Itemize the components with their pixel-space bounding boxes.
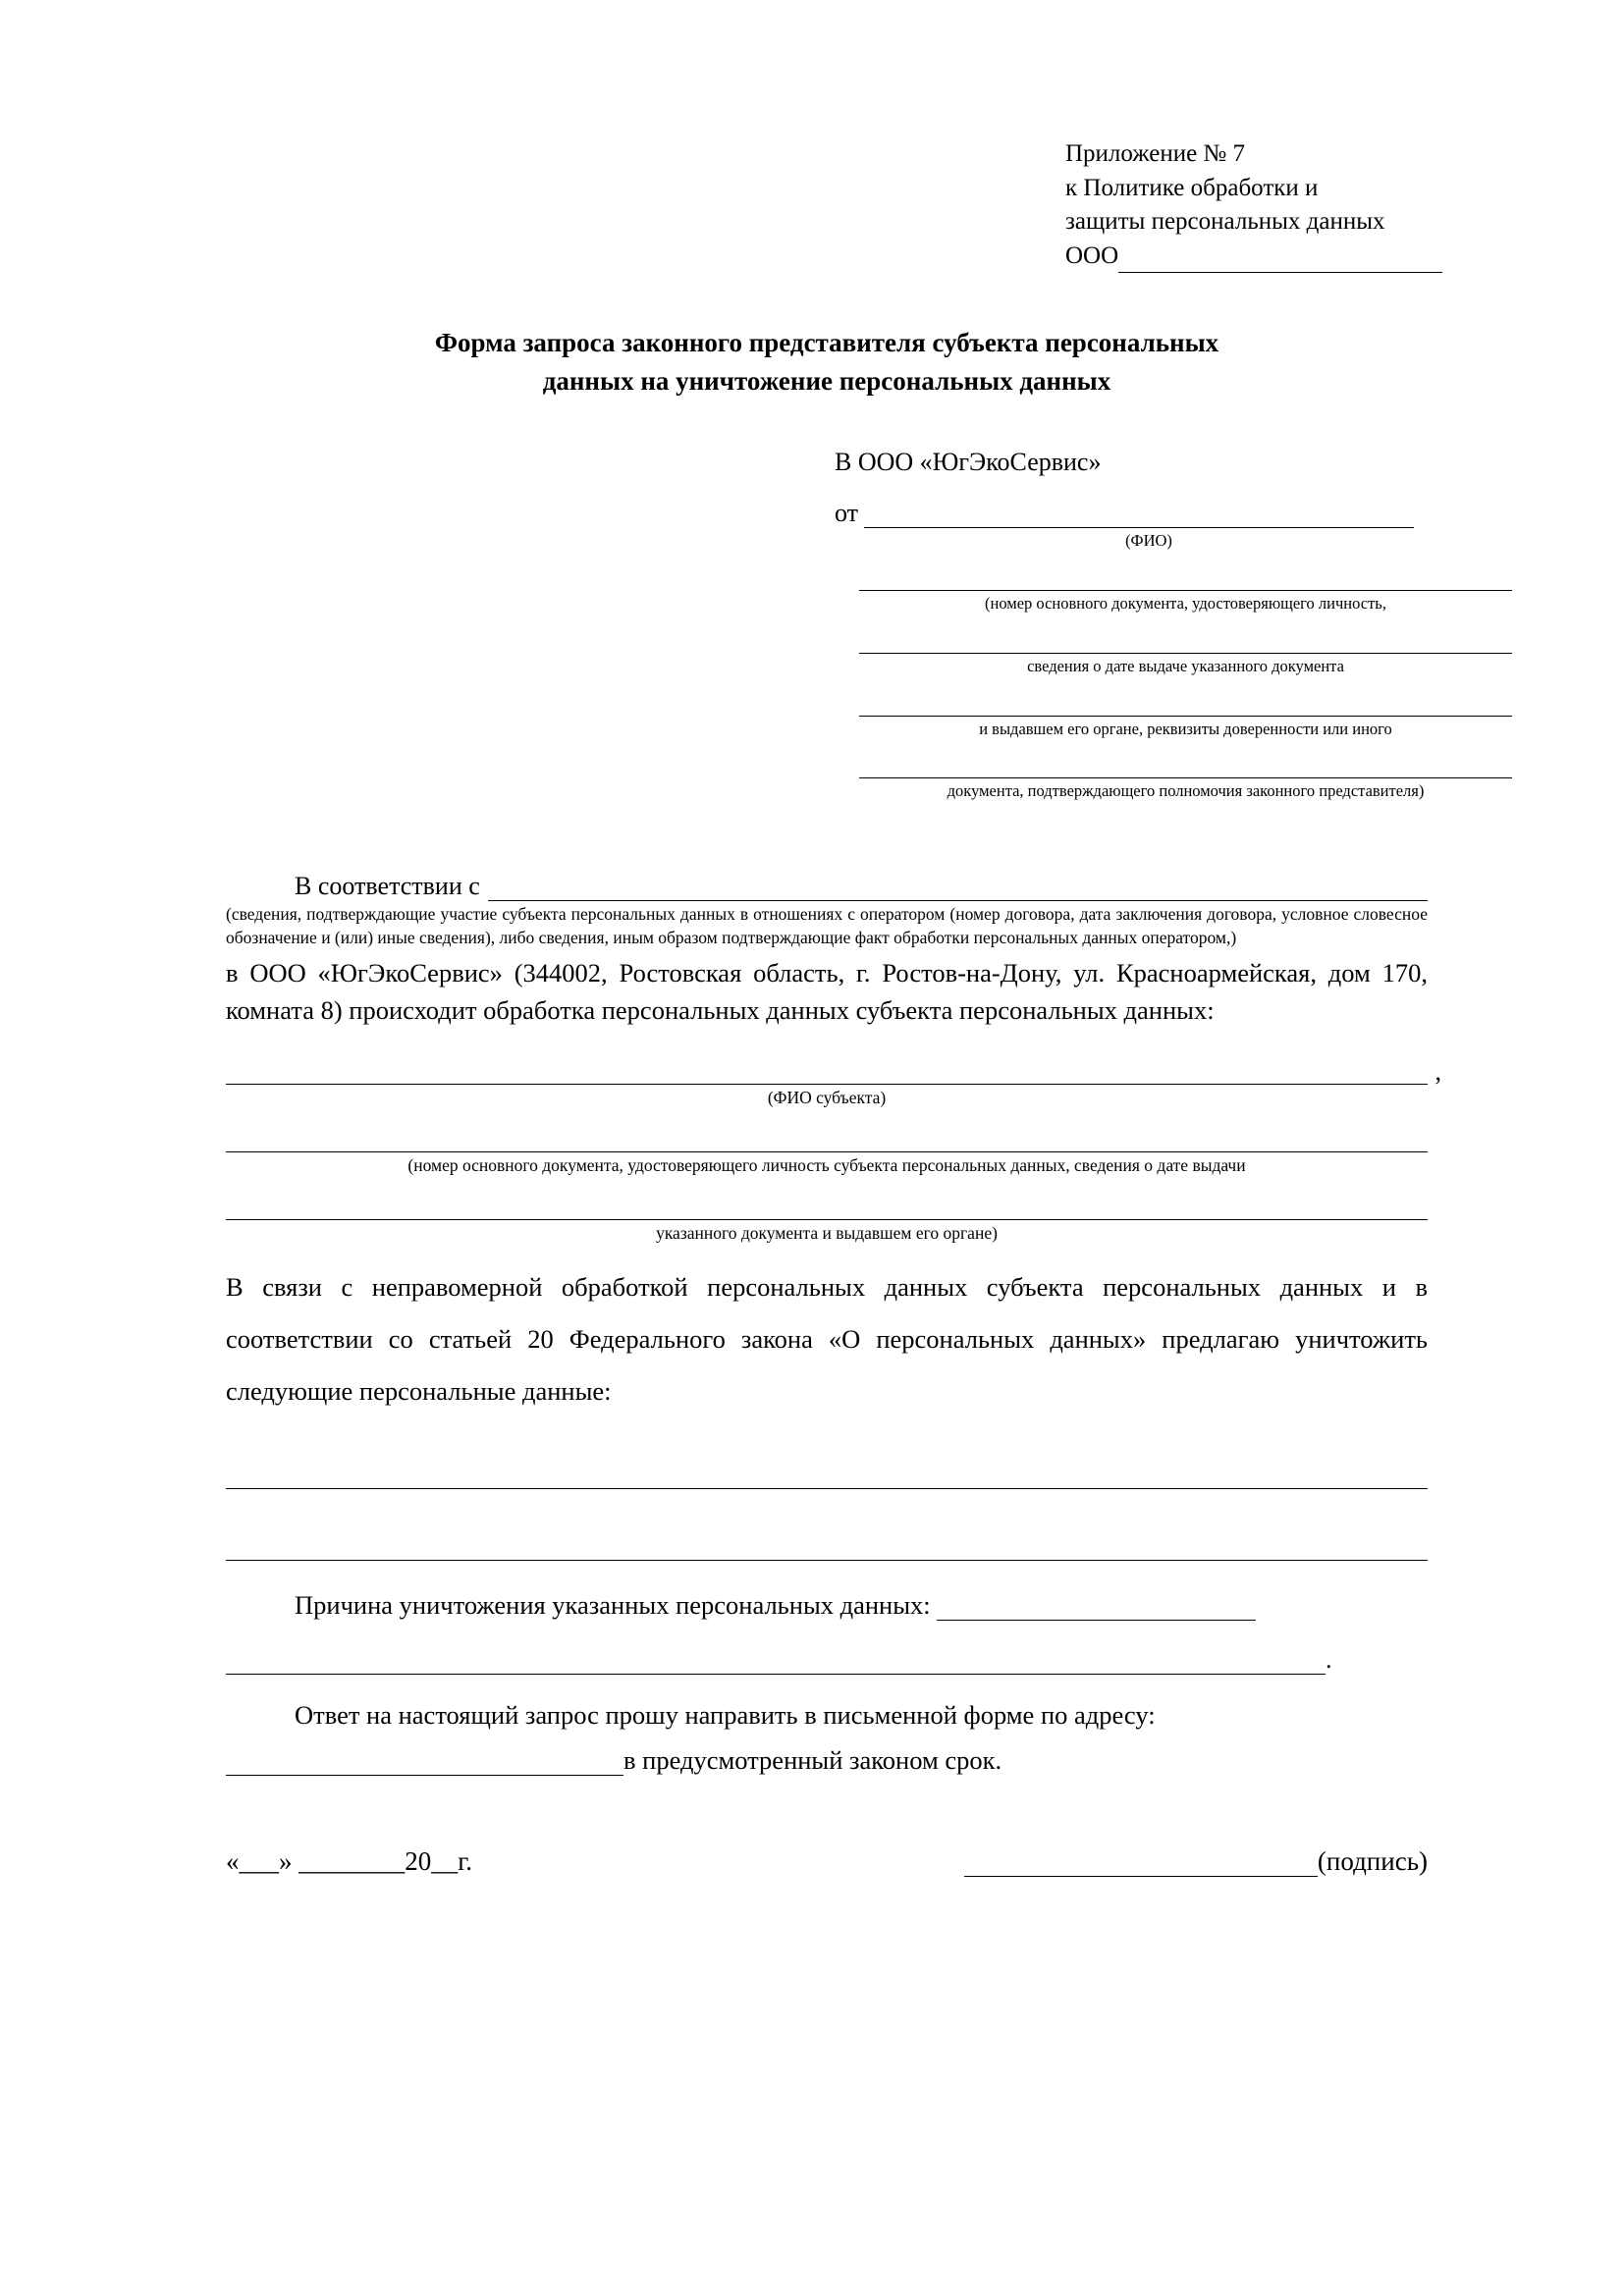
doc-organ-caption: и выдавшем его органе, реквизиты доверенности или иного xyxy=(979,719,1392,738)
date-field[interactable]: «___» ________20__г. xyxy=(226,1846,473,1877)
addressee-organization: В ООО «ЮгЭкоСервис» xyxy=(835,448,1102,477)
subject-fio-wrap xyxy=(226,1050,1441,1087)
answer-text: Ответ на настоящий запрос прошу направить в письменной форме по адресу: xyxy=(295,1700,1156,1731)
accordance-input[interactable] xyxy=(488,873,1428,901)
reason-label: Причина уничтожения указанных персональных данных: xyxy=(295,1590,931,1621)
page-title-line-1: Форма запроса законного представителя субъекта персональных xyxy=(434,328,1219,357)
reason-row xyxy=(295,1590,1428,1621)
appendix-block xyxy=(1065,137,1428,273)
appendix-org-label: ООО xyxy=(1065,241,1119,269)
answer-address-row xyxy=(226,1745,1428,1776)
doc-number-input[interactable] xyxy=(859,561,1512,591)
accordance-label: В соответствии с xyxy=(295,872,480,901)
subject-doc-input-1[interactable] xyxy=(226,1118,1428,1152)
from-fio-input[interactable] xyxy=(864,500,1414,528)
reason-row-2 xyxy=(226,1644,1428,1675)
reason-input-2[interactable] xyxy=(226,1644,1326,1675)
doc-date-caption: сведения о дате выдаче указанного документа xyxy=(1027,656,1344,675)
subject-fio-input[interactable] xyxy=(226,1050,1428,1085)
doc-authority-caption: документа, подтверждающего полномочия законного представителя) xyxy=(947,781,1425,801)
accordance-body: в ООО «ЮгЭкоСервис» (344002, Ростовская область, г. Ростов-на-Дону, ул. Красноармейская, дом 170, комната 8) происходит обработка персональных данных субъекта персональных данных: xyxy=(226,958,1428,1025)
reason-input-1[interactable] xyxy=(937,1590,1256,1621)
signature-caption: (подпись) xyxy=(1317,1846,1428,1877)
appendix-line-2: к Политике обработки и xyxy=(1065,174,1319,201)
accordance-note: (сведения, подтверждающие участие субъекта персональных данных в отношениях с оператором (номер договора, дата заключения договора, условное словесное обозначение и (или) иные сведения), либо сведения, иным образом подтверждающие факт обработки персональных данных оператором,) xyxy=(226,904,1428,947)
doc-organ-input[interactable] xyxy=(859,686,1512,717)
doc-number-caption: (номер основного документа, удостоверяющего личность, xyxy=(985,594,1386,614)
appendix-line-3: защиты персональных данных xyxy=(1065,208,1385,235)
data-to-destroy-lines xyxy=(226,1455,1428,1561)
accordance-row xyxy=(295,872,1428,901)
subject-doc-caption-1: (номер основного документа, удостоверяющего личность субъекта персональных данных, сведения о дате выдачи xyxy=(407,1155,1246,1176)
answer-address-input[interactable] xyxy=(226,1745,623,1776)
from-row xyxy=(835,499,1428,528)
fio-caption: (ФИО) xyxy=(1125,531,1172,551)
reason-period: . xyxy=(1326,1645,1332,1675)
from-label: от xyxy=(835,499,859,528)
appendix-org-blank[interactable] xyxy=(1118,246,1442,273)
destroy-data-input-1[interactable] xyxy=(226,1455,1428,1489)
subject-fio-comma: , xyxy=(1435,1057,1441,1087)
accordance-section xyxy=(226,872,1441,1244)
main-text: В связи с неправомерной обработкой персональных данных субъекта персональных данных и в соответствии со статьей 20 Федерального закона «О персональных данных» предлагаю уничтожить следующие персональные данные: xyxy=(226,1272,1428,1407)
subject-fio-caption: (ФИО субъекта) xyxy=(767,1088,887,1108)
appendix-line-4 xyxy=(1065,240,1428,274)
page-title-line-2: данных на уничтожение персональных данных xyxy=(542,366,1111,397)
subject-doc-caption-2: указанного документа и выдавшем его органе) xyxy=(656,1223,998,1244)
destroy-data-input-2[interactable] xyxy=(226,1526,1428,1561)
signature-input[interactable] xyxy=(964,1848,1318,1877)
doc-date-input[interactable] xyxy=(859,623,1512,654)
addressee-block xyxy=(835,448,1428,801)
doc-authority-input[interactable] xyxy=(859,748,1512,778)
answer-tail: в предусмотренный законом срок. xyxy=(623,1745,1002,1776)
appendix-line-1: Приложение № 7 xyxy=(1065,140,1246,167)
footer-row xyxy=(226,1846,1428,1877)
page-title xyxy=(226,324,1428,400)
subject-doc-input-2[interactable] xyxy=(226,1186,1428,1220)
